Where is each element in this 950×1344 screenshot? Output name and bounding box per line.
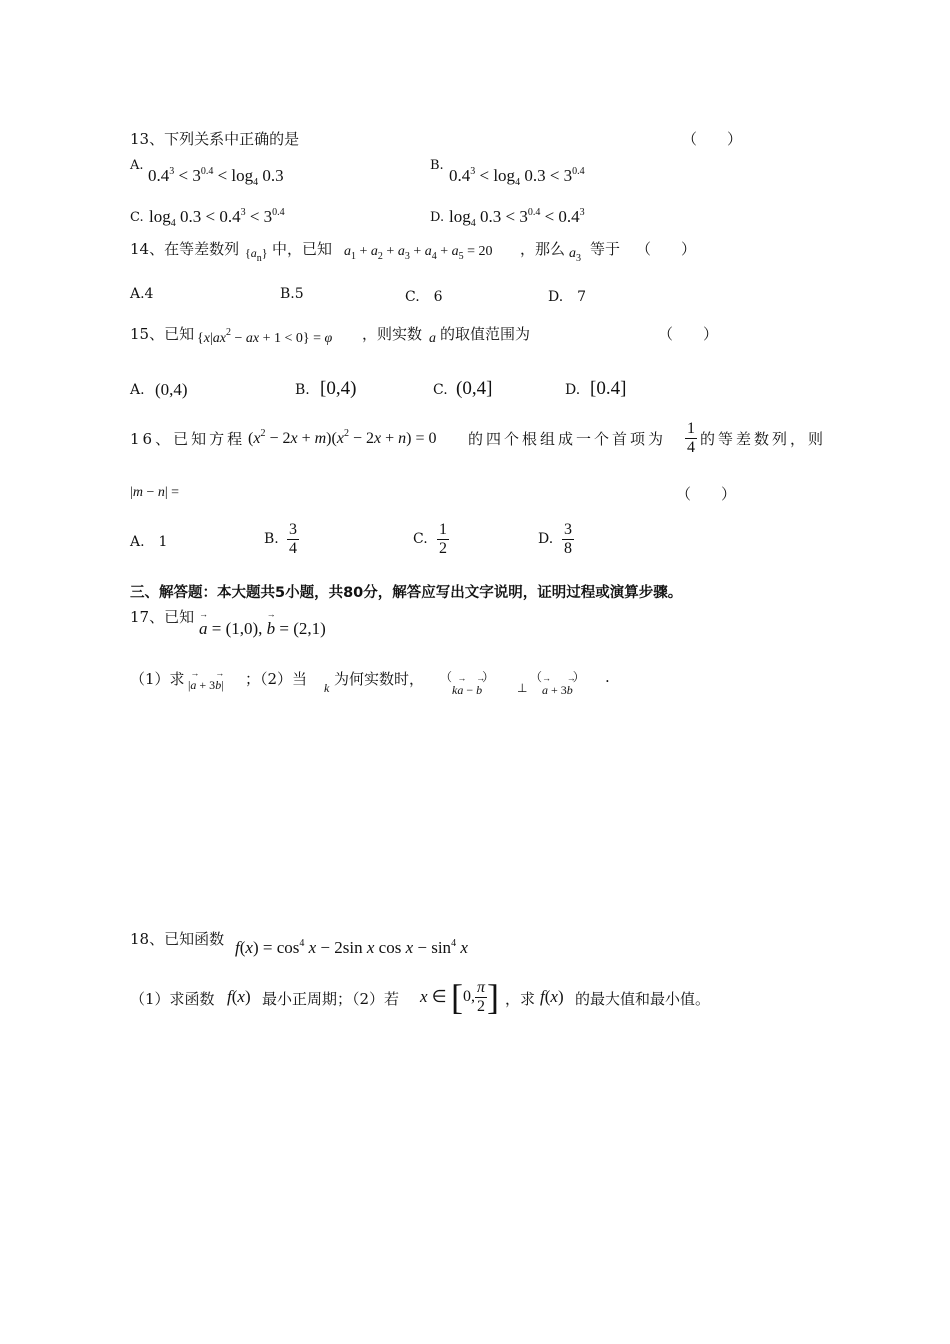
q13-stem: 13、下列关系中正确的是 (130, 130, 300, 148)
q15-var-a: a (429, 331, 436, 346)
q15-stem-end: 的取值范围为 (440, 325, 531, 343)
q17-part1: （1）求 (130, 670, 185, 688)
q14-stem-post: ，那么 (520, 240, 566, 258)
q17-part2-end: . (605, 668, 610, 686)
q14-answer-bracket: （ ） (636, 240, 697, 258)
q17-norm-expr: |→ a + 3→ b| (188, 678, 224, 693)
q16-option-a: A. 1 (130, 534, 168, 550)
q16-option-b-fraction: $\frac{3}{4}$ (289, 521, 297, 557)
q18-interval: [0, $\frac{\pi}{2}$ ] (451, 977, 500, 1017)
q18-stem: 18、已知函数 (130, 930, 225, 948)
q16-option-c-fraction: $\frac{1}{2}$ (439, 521, 447, 557)
q14-option-b: B.5 (280, 286, 304, 302)
q17-perp-symbol: ⊥ (517, 681, 528, 695)
q13-option-c-expr: $\log_4 0.3 < 0.4^3 < 3^{0.4}$ (149, 207, 285, 229)
q13-option-b-label: B. (430, 158, 444, 173)
q16-stem-pre: 16、已知方程 (130, 430, 246, 448)
q14-a3: $a_3$ (569, 246, 581, 264)
q14-stem-mid: 中，已知 (272, 240, 333, 258)
q13-option-c-label: C. (130, 210, 144, 225)
q16-answer-bracket: （ ） (676, 485, 737, 503)
q13-option-a-expr: $0.4^3 < 3^{0.4} < \log_4 0.3$ (148, 166, 284, 188)
q16-stem-mid: 的四个根组成一个首项为 (468, 430, 667, 448)
q15-option-b-label: B. (295, 382, 310, 398)
q18-fx-2: f(x) (540, 987, 564, 1006)
q15-stem-post: ，则实数 (362, 325, 423, 343)
q15-option-a-expr: (0,4) (155, 380, 188, 399)
q15-set-expr: {$x|ax^2$ − ax + 1 < 0} = φ (197, 327, 333, 346)
q18-part1: （1）求函数 (130, 990, 215, 1008)
q18-part1-post: 最小正周期；（2）若 (262, 990, 400, 1008)
q14-sum-expr: $a_1 + a_2 + a_3 + a_4 + a_5 = 20$ (344, 244, 493, 262)
q13-option-d-expr: $\log_4 0.3 < 3^{0.4} < 0.4^3$ (449, 207, 585, 229)
q15-answer-bracket: （ ） (658, 325, 719, 343)
q17-stem: 17、已知 (130, 608, 195, 626)
q13-option-b-expr: $0.4^3 < \log_4 0.3 < 3^{0.4}$ (449, 166, 585, 188)
q14-option-a: A.4 (130, 286, 154, 302)
q14-stem-pre: 14、在等差数列 (130, 240, 240, 258)
q16-stem-post: 的等差数列，则 (700, 430, 827, 448)
q17-vectors: → a = (1,0), → b = (2,1) (199, 619, 326, 639)
q15-stem-pre: 15、已知 (130, 325, 195, 343)
q18-part2-end: 的最大值和最小值。 (575, 990, 711, 1008)
q14-stem-end: 等于 (590, 240, 621, 258)
q16-equation: $(x^2 - 2x + m)(x^2 - 2x + n) = 0$ (248, 428, 437, 447)
q13-answer-bracket: （ ） (682, 130, 743, 148)
q16-option-d-fraction: $\frac{3}{8}$ (564, 521, 572, 557)
q16-fraction-1-4: $\frac{1}{4}$ (687, 420, 695, 456)
q14-option-c: C. 6 (405, 289, 443, 305)
q15-option-d-label: D. (565, 382, 581, 398)
q17-var-k: k (324, 681, 330, 695)
q18-part2-mid: ，求 (505, 990, 536, 1008)
q16-abs-expr: |m − n| = (130, 485, 180, 500)
q15-option-c-expr: (0,4] (456, 378, 493, 399)
q15-option-b-expr: [0,4) (320, 378, 357, 399)
q17-expr-ka-b: （k→ a − → b） (440, 668, 494, 685)
q16-option-b-label: B. (264, 531, 279, 547)
q18-function-expr: $f(x) = \cos^4 x - 2\sin$ x $\cos x - \sin^4 x$ (235, 938, 468, 957)
q14-sequence-an: $\{a_n\}$ (245, 246, 268, 264)
q17-part2-pre: ；（2）当 (245, 670, 308, 688)
q15-option-c-label: C. (433, 382, 448, 398)
q13-option-d-label: D. (430, 210, 445, 225)
q18-x-in: x ∈ (420, 987, 447, 1006)
q15-option-a-label: A. (130, 382, 145, 398)
section-title: 三、解答题：本大题共5小题，共80分，解答应写出文字说明，证明过程或演算步骤。 (130, 585, 683, 601)
q16-option-d-label: D. (538, 531, 554, 547)
q18-fx-1: f(x) (227, 987, 251, 1006)
q15-option-d-expr: [0.4] (590, 378, 627, 399)
q17-expr-a-3b: （→ a + 3→ b） (530, 668, 585, 685)
q14-option-d: D. 7 (548, 289, 587, 305)
q16-option-c-label: C. (413, 531, 428, 547)
q17-part2-mid: 为何实数时， (334, 670, 425, 688)
q13-option-a-label: A. (130, 158, 144, 173)
